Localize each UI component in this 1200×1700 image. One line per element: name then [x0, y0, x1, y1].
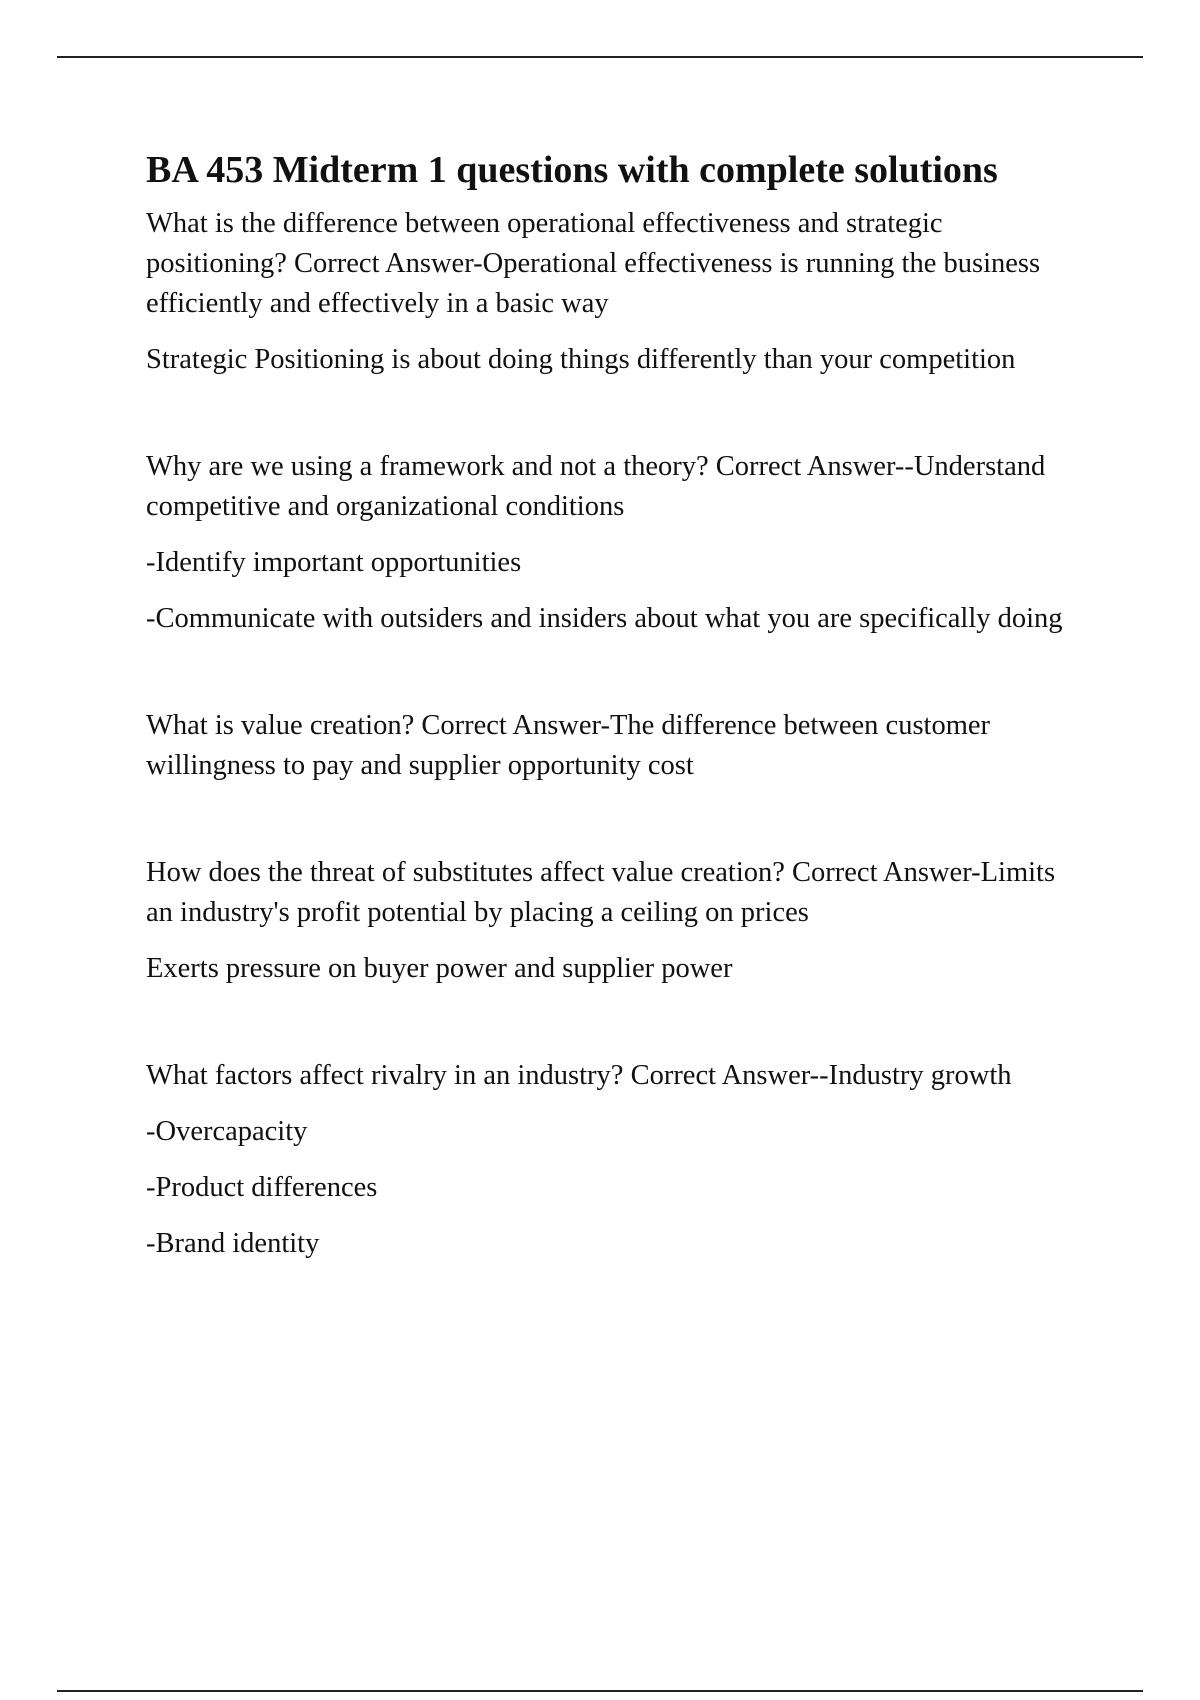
question-paragraph: Why are we using a framework and not a theory? Correct Answer--Understand competitive and organizational conditions — [146, 451, 1046, 522]
answer-paragraph: -Overcapacity — [146, 1116, 308, 1147]
question-paragraph: What is value creation? Correct Answer-The difference between customer willingness to pay and supplier opportunity cost — [146, 710, 991, 781]
qa-block — [146, 447, 1066, 639]
qa-block — [146, 706, 1066, 786]
qa-block — [146, 853, 1066, 989]
document-title: BA 453 Midterm 1 questions with complete solutions — [146, 149, 998, 191]
answer-paragraph: Strategic Positioning is about doing things differently than your competition — [146, 344, 1016, 375]
qa-block — [146, 204, 1066, 380]
top-rule — [57, 56, 1143, 58]
document-body — [146, 146, 1066, 1264]
answer-paragraph: -Communicate with outsiders and insiders about what you are specifically doing — [146, 603, 1063, 634]
bottom-rule — [57, 1690, 1143, 1692]
question-paragraph: What is the difference between operational effectiveness and strategic positioning? Correct Answer-Operational effectiveness is running the business efficiently and effectively in a basic way — [146, 208, 1041, 319]
question-paragraph: What factors affect rivalry in an industry? Correct Answer--Industry growth — [146, 1060, 1012, 1091]
answer-paragraph: -Identify important opportunities — [146, 547, 522, 578]
question-paragraph: How does the threat of substitutes affect value creation? Correct Answer-Limits an industry's profit potential by placing a ceiling on prices — [146, 857, 1056, 928]
answer-paragraph: -Brand identity — [146, 1228, 320, 1259]
qa-block — [146, 1056, 1066, 1264]
answer-paragraph: Exerts pressure on buyer power and supplier power — [146, 953, 733, 984]
answer-paragraph: -Product differences — [146, 1172, 378, 1203]
